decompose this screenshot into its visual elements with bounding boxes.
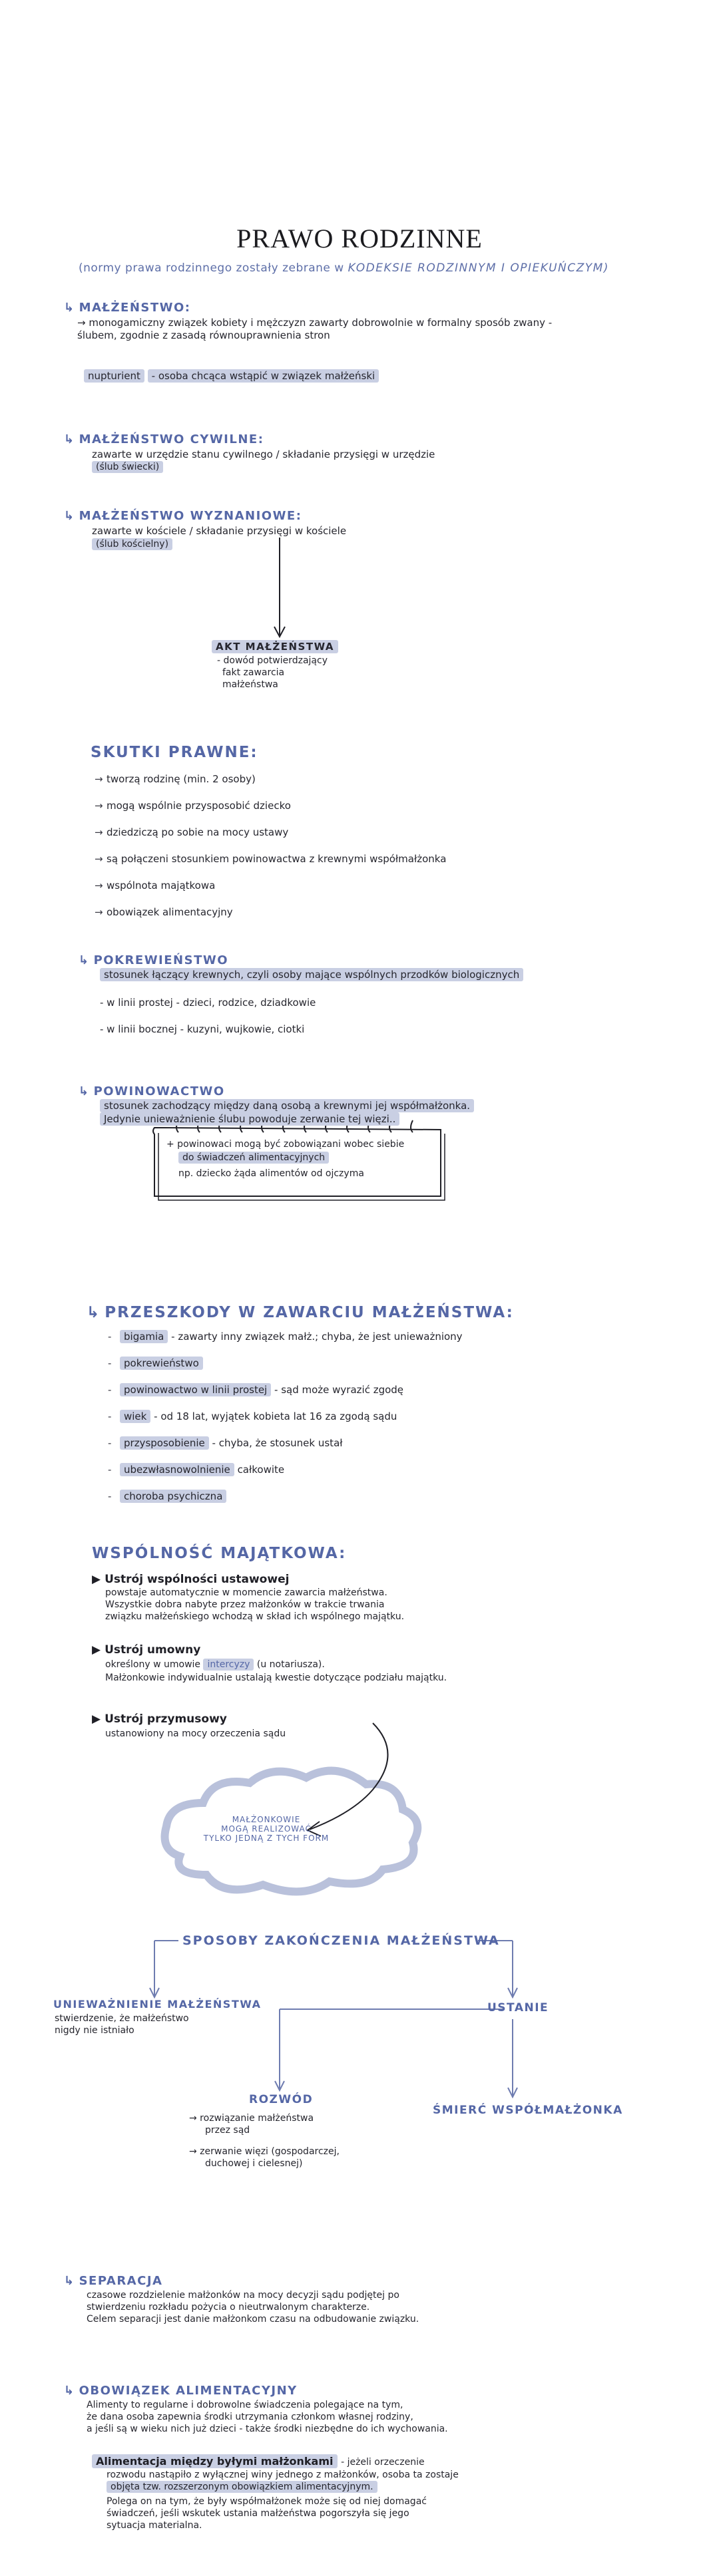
alimenty-line: że dana osoba zapewnia środki utrzymania członkom własnej rodziny, <box>87 2412 413 2422</box>
skutki-item-text: tworzą rodzinę (min. 2 osoby) <box>107 773 256 785</box>
przeszkoda-item: - choroba psychiczna <box>108 1490 226 1502</box>
rozwod-item: → rozwiązanie małżeństwa <box>189 2113 314 2124</box>
rozwod-item: → zerwanie więzi (gospodarczej, <box>189 2146 340 2157</box>
skutki-item-text: mogą wspólnie przysposobić dziecko <box>107 800 291 812</box>
nupturient-def: - osoba chcąca wstąpić w związek małżeński <box>148 369 379 383</box>
malzenstwo-definition: → monogamiczny związek kobiety i mężczyzn zawarty dobrowolnie w formalny sposób zwany - ślubem, zgodnie z zasadą równouprawnienia stron <box>77 317 553 341</box>
ustroj-przymusowy-line: ustanowiony na mocy orzeczenia sądu <box>105 1728 286 1739</box>
heading-skutki-prawne: SKUTKI PRAWNE: <box>91 744 258 761</box>
alimentacja-sub-title: Alimentacja między byłymi małżonkami <box>92 2454 338 2468</box>
ustroj-umowny-line-2: Małżonkowie indywidualnie ustalają kwestie dotyczące podziału majątku. <box>105 1673 447 1683</box>
akt-line-1: - dowód potwierdzający <box>217 655 328 666</box>
intercyza-term: intercyzy <box>203 1659 254 1671</box>
skutki-item: → wspólnota majątkowa <box>95 880 216 891</box>
przeszkoda-item: - przysposobienie - chyba, że stosunek ustał <box>108 1437 343 1449</box>
ustroj-umowny-post: (u notariusza). <box>256 1659 325 1670</box>
ustroj-umowny-title: ▶ Ustrój umowny <box>92 1643 201 1657</box>
uniewaznienie-line: stwierdzenie, że małżeństwo <box>55 2013 189 2024</box>
powinowactwo-def-2: Jedynie unieważnienie ślubu powoduje zerwanie tej więzi.. <box>100 1112 399 1126</box>
skutki-item-text: obowiązek alimentacyjny <box>107 906 233 918</box>
cloud-line: MOGĄ REALIZOWAĆ <box>221 1824 312 1834</box>
heading-pokrewienstwo: ↳ POKREWIEŃSTWO <box>79 953 228 967</box>
rozwod-item: przez sąd <box>205 2125 250 2136</box>
nupturient-term: nupturient <box>84 369 144 383</box>
nupturient-definition <box>84 370 379 383</box>
pokrewienstwo-item: - w linii prostej - dzieci, rodzice, dziadkowie <box>100 997 316 1009</box>
powinowactwo-def-1: stosunek zachodzący między daną osobą a krewnymi jej współmałżonka. <box>100 1099 474 1112</box>
akt-line-3: małżeństwa <box>222 679 278 690</box>
przeszkoda-term: powinowactwo w linii prostej <box>120 1383 271 1396</box>
heading-obowiazek-alimentacyjny: ↳ OBOWIĄZEK ALIMENTACYJNY <box>64 2384 298 2398</box>
przeszkoda-term: przysposobienie <box>120 1436 209 1450</box>
powinowactwo-note-2: do świadczeń alimentacyjnych <box>178 1152 329 1164</box>
wyznaniowe-tag: (ślub kościelny) <box>92 538 172 550</box>
uniewaznienie-title: UNIEWAŻNIENIE MAŁŻEŃSTWA <box>53 1998 262 2011</box>
przeszkoda-item: - bigamia - zawarty inny związek małż.; chyba, że jest unieważniony <box>108 1331 463 1343</box>
przeszkoda-term: wiek <box>120 1410 150 1423</box>
alimentacja-sub-line: Polega on na tym, że były współmałżonek może się od niej domagać <box>107 2496 427 2507</box>
pokrewienstwo-def: stosunek łączący krewnych, czyli osoby mające wspólnych przodków biologicznych <box>100 968 523 981</box>
przeszkoda-rest: - sąd może wyrazić zgodę <box>274 1384 404 1396</box>
separacja-line: czasowe rozdzielenie małżonków na mocy decyzji sądu podjętej po <box>87 2290 399 2301</box>
przeszkoda-item: - powinowactwo w linii prostej - sąd może wyrazić zgodę <box>108 1384 404 1396</box>
heading-malzenstwo-wyznaniowe: ↳ MAŁŻEŃSTWO WYZNANIOWE: <box>64 509 302 523</box>
skutki-item-text: są połączeni stosunkiem powinowactwa z krewnymi współmałżonka <box>107 853 447 865</box>
skutki-item: → mogą wspólnie przysposobić dziecko <box>95 800 291 812</box>
pokrewienstwo-item: - w linii bocznej - kuzyni, wujkowie, ciotki <box>100 1023 305 1035</box>
przeszkoda-term: bigamia <box>120 1330 168 1343</box>
ustroj-ustawowy-line: Wszystkie dobra nabyte przez małżonków w trakcie trwania <box>105 1599 385 1610</box>
ustroj-przymusowy-label: Ustrój przymusowy <box>105 1712 227 1726</box>
separacja-line: stwierdzeniu rozkładu pożycia o nieutrwalonym charakterze. <box>87 2302 370 2313</box>
skutki-item-text: wspólnota majątkowa <box>107 880 216 891</box>
rozwod-item: duchowej i cielesnej) <box>205 2158 303 2169</box>
wyznaniowe-text: zawarte w kościele / składanie przysięgi w kościele <box>92 525 347 537</box>
alimentacja-sub-line: - jeżeli orzeczenie <box>341 2457 425 2468</box>
cloud-line: TYLKO JEDNĄ Z TYCH FORM <box>203 1834 330 1843</box>
ustroj-przymusowy-title: ▶ Ustrój przymusowy <box>92 1712 227 1726</box>
cloud-line: MAŁŻONKOWIE <box>232 1815 301 1824</box>
alimentacja-sub-line: objęta tzw. rozszerzonym obowiązkiem alimentacyjnym. <box>107 2481 377 2493</box>
alimenty-line: Alimenty to regularne i dobrowolne świadczenia polegające na tym, <box>87 2400 403 2410</box>
subtitle-text: (normy prawa rodzinnego zostały zebrane w <box>79 261 344 275</box>
page-title: PRAWO RODZINNE <box>236 224 483 253</box>
subtitle-emphasis: KODEKSIE RODZINNYM I OPIEKUŃCZYM) <box>348 261 609 275</box>
przeszkoda-term: pokrewieństwo <box>120 1357 203 1370</box>
skutki-item: → są połączeni stosunkiem powinowactwa z krewnymi współmałżonka <box>95 853 447 865</box>
cywilne-tag: (ślub świecki) <box>92 461 163 473</box>
przeszkoda-item: - wiek - od 18 lat, wyjątek kobieta lat 16 za zgodą sądu <box>108 1410 397 1422</box>
subtitle <box>79 261 609 275</box>
ustroj-umowny-pre: określony w umowie <box>105 1659 201 1670</box>
przeszkoda-term: ubezwłasnowolnienie <box>120 1463 234 1476</box>
heading-powinowactwo: ↳ POWINOWACTWO <box>79 1084 225 1098</box>
przeszkoda-item: - ubezwłasnowolnienie całkowite <box>108 1464 285 1476</box>
przeszkoda-rest: - chyba, że stosunek ustał <box>212 1437 343 1449</box>
przeszkoda-rest: całkowite <box>237 1464 285 1476</box>
alimenty-line: a jeśli są w wieku nich już dzieci - także środki niezbędne do ich wychowania. <box>87 2424 448 2434</box>
przeszkoda-item: - pokrewieństwo <box>108 1357 203 1369</box>
rozwod-title: ROZWÓD <box>249 2093 314 2106</box>
skutki-item: → tworzą rodzinę (min. 2 osoby) <box>95 773 256 785</box>
heading-przeszkody: ↳ PRZESZKODY W ZAWARCIU MAŁŻEŃSTWA: <box>87 1304 514 1321</box>
przeszkoda-rest: - zawarty inny związek małż.; chyba, że jest unieważniony <box>171 1331 463 1343</box>
cloud-note <box>200 1815 333 1843</box>
ustroj-umowny-label: Ustrój umowny <box>105 1643 201 1657</box>
ustroj-ustawowy-line: związku małżeńskiego wchodzą w skład ich wspólnego majątku. <box>105 1611 405 1622</box>
ustroj-ustawowy-line: powstaje automatycznie w momencie zawarcia małżeństwa. <box>105 1587 387 1598</box>
heading-separacja: ↳ SEPARACJA <box>64 2274 162 2288</box>
akt-line-2: fakt zawarcia <box>222 667 285 678</box>
powinowactwo-note-1: + powinowaci mogą być zobowiązani wobec siebie <box>166 1139 405 1150</box>
skutki-item: → dziedziczą po sobie na mocy ustawy <box>95 826 289 838</box>
ustroj-ustawowy-label: Ustrój wspólności ustawowej <box>105 1573 290 1586</box>
separacja-line: Celem separacji jest danie małżonkom czasu na odbudowanie związku. <box>87 2314 419 2325</box>
smierc-label: ŚMIERĆ WSPÓŁMAŁŻONKA <box>433 2104 623 2117</box>
przeszkoda-rest: - od 18 lat, wyjątek kobieta lat 16 za zgodą sądu <box>154 1410 397 1422</box>
cywilne-text: zawarte w urzędzie stanu cywilnego / składanie przysięgi w urzędzie <box>92 448 435 460</box>
powinowactwo-note-3: np. dziecko żąda alimentów od ojczyma <box>178 1168 364 1179</box>
przeszkoda-term: choroba psychiczna <box>120 1490 226 1503</box>
heading-malzenstwo-cywilne: ↳ MAŁŻEŃSTWO CYWILNE: <box>64 432 264 446</box>
akt-heading: AKT MAŁŻEŃSTWA <box>212 640 338 653</box>
uniewaznienie-line: nigdy nie istniało <box>55 2025 134 2036</box>
skutki-item-text: dziedziczą po sobie na mocy ustawy <box>107 826 289 838</box>
skutki-item: → obowiązek alimentacyjny <box>95 906 233 918</box>
heading-malzenstwo: ↳ MAŁŻEŃSTWO: <box>64 301 191 315</box>
alimentacja-sub-line: świadczeń, jeśli wskutek ustania małżeństwa pogorszyła się jego <box>107 2508 409 2519</box>
heading-sposoby-zakonczenia: SPOSOBY ZAKOŃCZENIA MAŁŻEŃSTWA <box>182 1933 500 1948</box>
ustroj-ustawowy-title: ▶ Ustrój wspólności ustawowej <box>92 1573 290 1586</box>
alimentacja-sub-line: sytuacja materialna. <box>107 2520 202 2531</box>
alimentacja-byli-malzonkowie <box>92 2455 425 2468</box>
alimentacja-sub-line: rozwodu nastąpiło z wyłącznej winy jednego z małżonków, osoba ta zostaje <box>107 2470 459 2480</box>
heading-wspolnosc-majatkowa: WSPÓLNOŚĆ MAJĄTKOWA: <box>92 1545 347 1562</box>
ustroj-umowny-line-1 <box>105 1659 325 1671</box>
ustanie-label: USTANIE <box>487 2001 549 2014</box>
